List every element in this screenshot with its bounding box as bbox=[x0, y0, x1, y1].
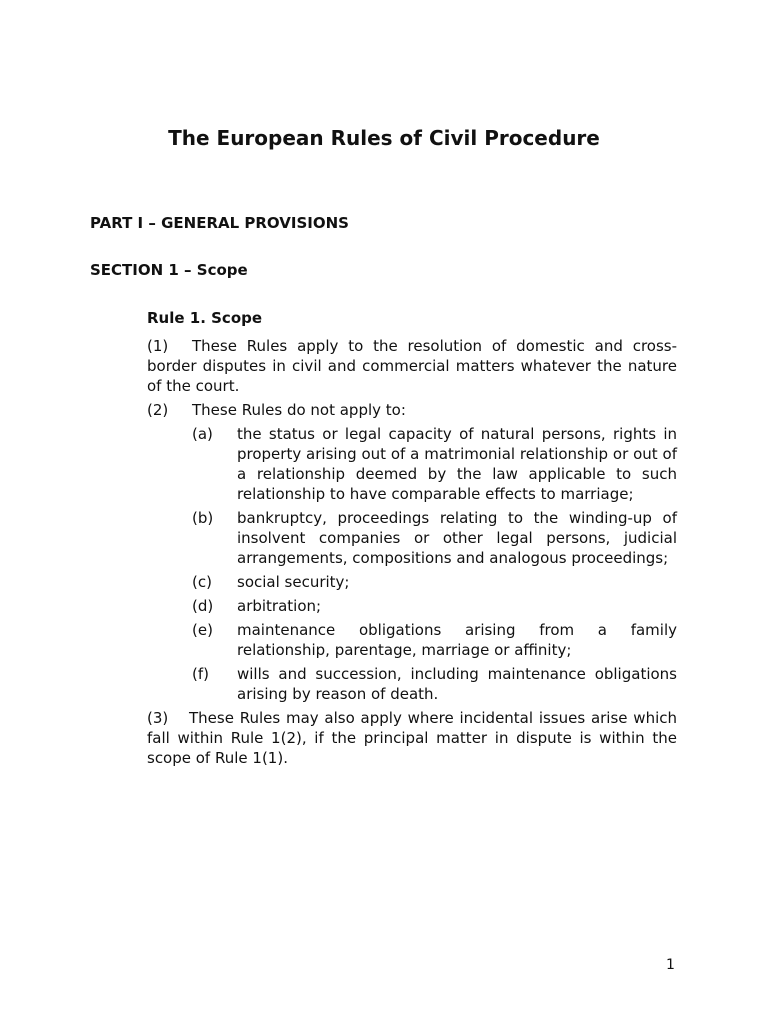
part-heading: PART I – GENERAL PROVISIONS bbox=[90, 214, 349, 232]
paragraph-1-number: (1) bbox=[147, 337, 169, 355]
paragraph-3 bbox=[147, 708, 677, 768]
list-item-text: the status or legal capacity of natural persons, rights in property arising out of a matrimonial relationship or out of a relationship deemed by the law applicable to such relationship to have comparable effects to marriage; bbox=[237, 425, 677, 503]
list-item bbox=[147, 424, 677, 504]
list-item bbox=[147, 572, 677, 592]
list-item-text: social security; bbox=[237, 573, 350, 591]
paragraph-3-text: These Rules may also apply where incidental issues arise which fall within Rule 1(2), if the principal matter in dispute is within the scope of Rule 1(1). bbox=[147, 709, 677, 767]
list-item-label: (d) bbox=[192, 597, 214, 615]
list-item-text: wills and succession, including maintenance obligations arising by reason of death. bbox=[237, 665, 677, 703]
list-item bbox=[147, 620, 677, 660]
list-item-label: (e) bbox=[192, 621, 213, 639]
list-item-label: (c) bbox=[192, 573, 212, 591]
list-item-label: (a) bbox=[192, 425, 213, 443]
list-item bbox=[147, 596, 677, 616]
paragraph-1-text: These Rules apply to the resolution of domestic and cross-border disputes in civil and commercial matters whatever the nature of the court. bbox=[147, 337, 677, 395]
section-heading: SECTION 1 – Scope bbox=[90, 261, 248, 279]
list-item-label: (f) bbox=[192, 665, 209, 683]
list-item-text: maintenance obligations arising from a family relationship, parentage, marriage or affinity; bbox=[237, 621, 677, 659]
rule-1-block bbox=[147, 308, 677, 772]
page-number: 1 bbox=[666, 957, 675, 973]
paragraph-1 bbox=[147, 336, 677, 396]
list-item bbox=[147, 508, 677, 568]
paragraph-2 bbox=[147, 400, 677, 420]
list-item-label: (b) bbox=[192, 509, 214, 527]
list-item-text: arbitration; bbox=[237, 597, 322, 615]
paragraph-2-text: These Rules do not apply to: bbox=[192, 401, 406, 419]
rule-heading: Rule 1. Scope bbox=[147, 309, 263, 327]
list-item bbox=[147, 664, 677, 704]
exclusions-list bbox=[147, 424, 677, 704]
paragraph-3-number: (3) bbox=[147, 709, 169, 727]
paragraph-2-number: (2) bbox=[147, 401, 169, 419]
document-title: The European Rules of Civil Procedure bbox=[168, 126, 600, 150]
list-item-text: bankruptcy, proceedings relating to the winding-up of insolvent companies or other legal persons, judicial arrangements, compositions and analogous proceedings; bbox=[237, 509, 677, 567]
